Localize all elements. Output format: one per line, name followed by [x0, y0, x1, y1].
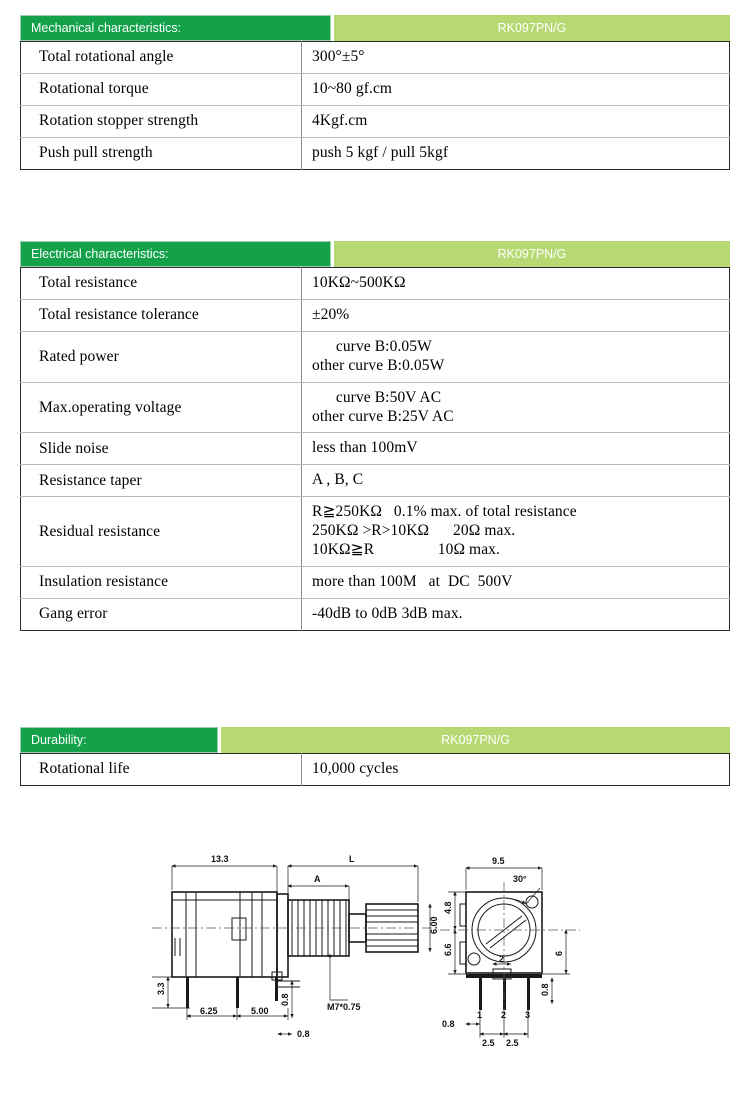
dim-3-3: 3.3 [156, 982, 166, 995]
row-value [302, 433, 730, 465]
row-key: Push pull strength [21, 137, 302, 169]
row-value [302, 497, 730, 567]
table-row [21, 137, 730, 169]
value-line: ±20% [312, 305, 350, 323]
electrical-spec-table [20, 267, 730, 631]
row-value [302, 382, 730, 433]
row-key: Rotational life [21, 754, 302, 786]
dim-6: 6 [554, 950, 564, 956]
value-line: 10KΩ≧R 10Ω max. [312, 541, 500, 559]
section-header [20, 15, 730, 41]
dim-L: L [349, 854, 355, 864]
row-value [302, 754, 730, 786]
row-key: Rotation stopper strength [21, 105, 302, 137]
table-row [21, 754, 730, 786]
row-key: Slide noise [21, 433, 302, 465]
dim-6-25: 6.25 [200, 1006, 218, 1016]
section-title: Mechanical characteristics: [20, 15, 331, 41]
table-row [21, 433, 730, 465]
value-line: 10~80 gf.cm [312, 79, 393, 97]
row-key: Gang error [21, 598, 302, 630]
value-line: A , B, C [312, 471, 364, 489]
dim-0-8-vertical: 0.8 [280, 993, 290, 1006]
value-line: R≧250KΩ 0.1% max. of total resistance [312, 503, 577, 521]
value-line: other curve B:25V AC [312, 407, 454, 425]
value-line: 10,000 cycles [312, 760, 399, 777]
angle-30-deg: 30° [513, 874, 527, 884]
dim-2: 2 [499, 954, 505, 964]
section-model-label: RK097PN/G [334, 15, 730, 41]
row-key: Max.operating voltage [21, 382, 302, 433]
row-value [302, 465, 730, 497]
section-header [20, 241, 730, 267]
row-key: Rated power [21, 331, 302, 382]
row-value [302, 299, 730, 331]
row-value [302, 331, 730, 382]
section-model-label: RK097PN/G [221, 727, 730, 753]
table-row [21, 566, 730, 598]
value-line: curve B:0.05W [312, 337, 432, 355]
value-line: push 5 kgf / pull 5kgf [312, 143, 449, 161]
section-model-label: RK097PN/G [334, 241, 730, 267]
row-key: Total rotational angle [21, 42, 302, 74]
section-electrical-characteristics [20, 241, 730, 631]
table-row [21, 42, 730, 74]
dim-0-8-right: 0.8 [540, 983, 550, 996]
row-value [302, 268, 730, 300]
row-value [302, 105, 730, 137]
value-line: -40dB to 0dB 3dB max. [312, 604, 463, 622]
thread-label-m7: M7*0.75 [327, 1002, 361, 1012]
value-line: other curve B:0.05W [312, 356, 445, 374]
row-value [302, 73, 730, 105]
value-line: more than 100M at DC 500V [312, 572, 513, 590]
pin-label-3: 3 [525, 1010, 531, 1020]
table-row [21, 382, 730, 433]
technical-drawing [0, 838, 750, 1083]
value-line: less than 100mV [312, 439, 418, 457]
row-key: Total resistance tolerance [21, 299, 302, 331]
mechanical-spec-table [20, 41, 730, 170]
row-key: Total resistance [21, 268, 302, 300]
table-row [21, 465, 730, 497]
section-title: Electrical characteristics: [20, 241, 331, 267]
pin-label-2: 2 [501, 1010, 507, 1020]
table-row [21, 105, 730, 137]
row-value [302, 598, 730, 630]
table-row [21, 331, 730, 382]
dim-9-5: 9.5 [492, 856, 505, 866]
dim-4-8: 4.8 [443, 901, 453, 914]
dim-2-5-right: 2.5 [506, 1038, 519, 1048]
row-value [302, 137, 730, 169]
durability-spec-table [20, 753, 730, 786]
row-value [302, 566, 730, 598]
section-title: Durability: [20, 727, 218, 753]
value-line: 4Kgf.cm [312, 111, 368, 129]
dim-0-8-left: 0.8 [442, 1019, 455, 1029]
row-key: Resistance taper [21, 465, 302, 497]
front-view [440, 856, 580, 1048]
side-view [152, 854, 440, 1039]
row-key: Rotational torque [21, 73, 302, 105]
section-mechanical-characteristics [20, 15, 730, 170]
value-line: 250KΩ >R>10KΩ 20Ω max. [312, 522, 516, 540]
value-line: 10KΩ~500KΩ [312, 274, 406, 291]
table-row [21, 497, 730, 567]
dim-6-00: 6.00 [429, 916, 439, 934]
table-row [21, 299, 730, 331]
row-key: Residual resistance [21, 497, 302, 567]
dim-A: A [314, 874, 321, 884]
table-row [21, 73, 730, 105]
section-header [20, 727, 730, 753]
dim-6-6: 6.6 [443, 943, 453, 956]
dim-0-8-bottom: 0.8 [297, 1029, 310, 1039]
value-line: 300°±5° [312, 48, 365, 65]
section-durability [20, 727, 730, 786]
table-row [21, 598, 730, 630]
dim-13-3: 13.3 [211, 854, 229, 864]
table-row [21, 268, 730, 300]
dim-2-5-left: 2.5 [482, 1038, 495, 1048]
row-key: Insulation resistance [21, 566, 302, 598]
value-line: curve B:50V AC [312, 388, 442, 406]
dim-5-00: 5.00 [251, 1006, 269, 1016]
row-value [302, 42, 730, 74]
drawing-svg [0, 838, 750, 1083]
pin-label-1: 1 [477, 1010, 483, 1020]
